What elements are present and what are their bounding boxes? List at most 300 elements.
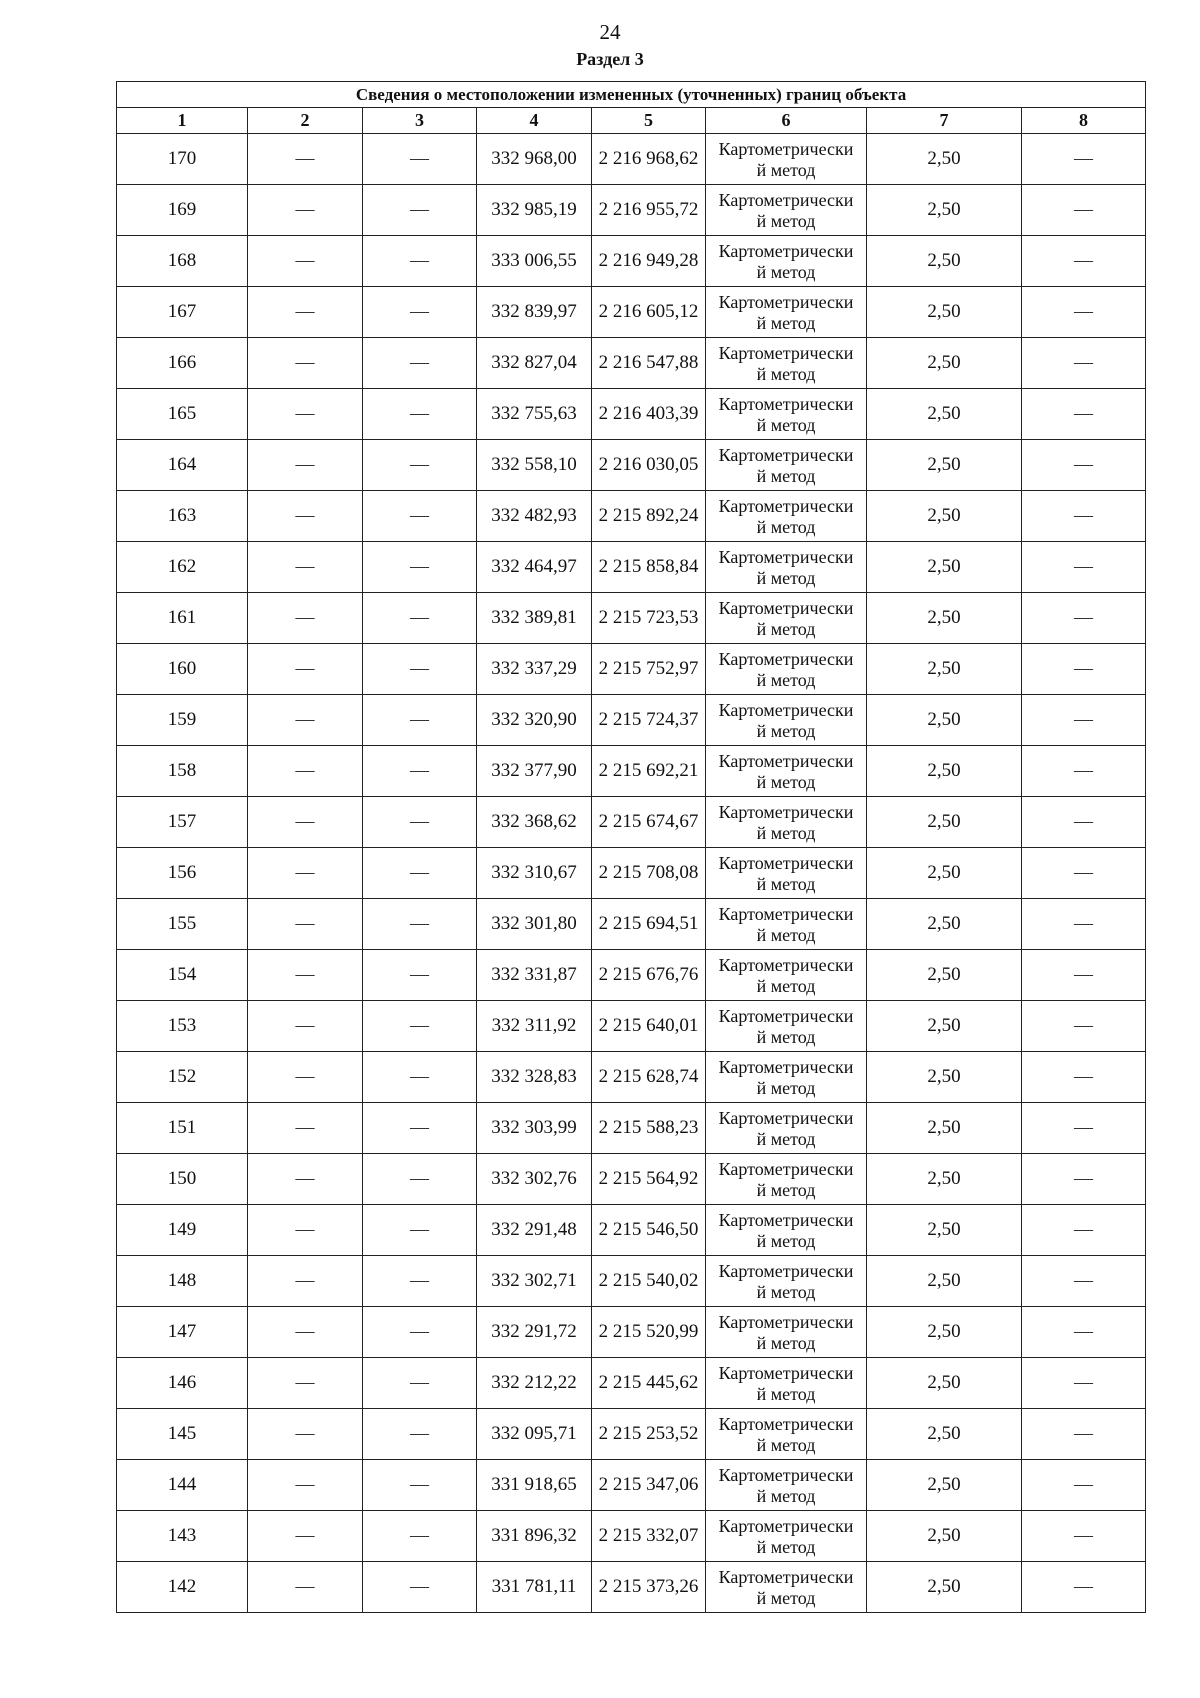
column-number: 8 (1022, 108, 1146, 134)
coord-x: 332 291,72 (477, 1307, 592, 1358)
section-title: Раздел 3 (576, 49, 644, 69)
point-number: 142 (117, 1562, 248, 1613)
method-text-line: й метод (756, 1077, 816, 1098)
method-cell (706, 389, 867, 440)
method-text-line: Картометрически (718, 342, 854, 363)
method-text-line: Картометрически (718, 597, 854, 618)
cell-col8: — (1022, 1562, 1146, 1613)
cell-col3: — (363, 1409, 477, 1460)
cell-col8: — (1022, 746, 1146, 797)
method-text-line: Картометрически (718, 801, 854, 822)
cell-col8: — (1022, 236, 1146, 287)
method-text-line: й метод (756, 312, 816, 333)
method-text-line: й метод (756, 771, 816, 792)
cell-col8: — (1022, 695, 1146, 746)
cell-col2: — (248, 1358, 363, 1409)
coord-x: 332 755,63 (477, 389, 592, 440)
cell-col8: — (1022, 950, 1146, 1001)
table-row (117, 185, 1146, 236)
point-number: 149 (117, 1205, 248, 1256)
method-text-line: й метод (756, 720, 816, 741)
method-cell (706, 542, 867, 593)
coord-y: 2 215 628,74 (592, 1052, 706, 1103)
cell-col2: — (248, 1511, 363, 1562)
table-row (117, 1460, 1146, 1511)
coord-y: 2 215 253,52 (592, 1409, 706, 1460)
point-number: 157 (117, 797, 248, 848)
accuracy: 2,50 (867, 1460, 1022, 1511)
cell-col3: — (363, 1154, 477, 1205)
coord-y: 2 215 373,26 (592, 1562, 706, 1613)
coord-x: 332 377,90 (477, 746, 592, 797)
method-text-line: Картометрически (718, 444, 854, 465)
coord-x: 331 781,11 (477, 1562, 592, 1613)
cell-col2: — (248, 1001, 363, 1052)
method-cell (706, 1460, 867, 1511)
cell-col2: — (248, 1307, 363, 1358)
accuracy: 2,50 (867, 899, 1022, 950)
cell-col2: — (248, 389, 363, 440)
cell-col2: — (248, 1460, 363, 1511)
coord-x: 332 302,76 (477, 1154, 592, 1205)
method-text-line: Картометрически (718, 1413, 854, 1434)
accuracy: 2,50 (867, 236, 1022, 287)
coord-x: 332 331,87 (477, 950, 592, 1001)
cell-col3: — (363, 440, 477, 491)
page-number: 24 (599, 20, 621, 44)
cell-col8: — (1022, 338, 1146, 389)
table-row (117, 1103, 1146, 1154)
accuracy: 2,50 (867, 1256, 1022, 1307)
method-text-line: й метод (756, 261, 816, 282)
point-number: 158 (117, 746, 248, 797)
point-number: 165 (117, 389, 248, 440)
cell-col3: — (363, 1205, 477, 1256)
table-row (117, 848, 1146, 899)
cell-col3: — (363, 1103, 477, 1154)
cell-col8: — (1022, 1409, 1146, 1460)
accuracy: 2,50 (867, 1205, 1022, 1256)
coord-y: 2 215 723,53 (592, 593, 706, 644)
method-cell (706, 644, 867, 695)
method-text-line: Картометрически (718, 852, 854, 873)
method-cell (706, 1205, 867, 1256)
cell-col3: — (363, 848, 477, 899)
method-text-line: й метод (756, 1179, 816, 1200)
method-text-line: Картометрически (718, 189, 854, 210)
method-text-line: й метод (756, 1434, 816, 1455)
coord-y: 2 215 752,97 (592, 644, 706, 695)
table-row (117, 389, 1146, 440)
method-text-line: й метод (756, 1587, 816, 1608)
column-number: 4 (477, 108, 592, 134)
point-number: 164 (117, 440, 248, 491)
method-text-line: Картометрически (718, 1515, 854, 1536)
cell-col3: — (363, 1511, 477, 1562)
table-row (117, 134, 1146, 185)
point-number: 163 (117, 491, 248, 542)
table-row (117, 644, 1146, 695)
table-row (117, 746, 1146, 797)
cell-col2: — (248, 1052, 363, 1103)
cell-col2: — (248, 491, 363, 542)
point-number: 151 (117, 1103, 248, 1154)
method-text-line: Картометрически (718, 1566, 854, 1587)
method-text-line: Картометрически (718, 1209, 854, 1230)
cell-col8: — (1022, 1460, 1146, 1511)
point-number: 159 (117, 695, 248, 746)
cell-col3: — (363, 236, 477, 287)
coord-x: 332 095,71 (477, 1409, 592, 1460)
method-cell (706, 134, 867, 185)
method-cell (706, 1256, 867, 1307)
cell-col8: — (1022, 1103, 1146, 1154)
accuracy: 2,50 (867, 1409, 1022, 1460)
method-cell (706, 695, 867, 746)
method-text-line: й метод (756, 1026, 816, 1047)
column-number: 7 (867, 108, 1022, 134)
method-cell (706, 899, 867, 950)
column-number: 2 (248, 108, 363, 134)
accuracy: 2,50 (867, 1001, 1022, 1052)
coord-x: 332 389,81 (477, 593, 592, 644)
accuracy: 2,50 (867, 1154, 1022, 1205)
cell-col3: — (363, 797, 477, 848)
cell-col3: — (363, 899, 477, 950)
coord-y: 2 215 694,51 (592, 899, 706, 950)
coord-x: 332 301,80 (477, 899, 592, 950)
method-text-line: Картометрически (718, 1005, 854, 1026)
cell-col8: — (1022, 593, 1146, 644)
method-text-line: й метод (756, 414, 816, 435)
cell-col2: — (248, 899, 363, 950)
accuracy: 2,50 (867, 491, 1022, 542)
table-row (117, 1205, 1146, 1256)
column-number: 3 (363, 108, 477, 134)
cell-col2: — (248, 1409, 363, 1460)
method-text-line: Картометрически (718, 1056, 854, 1077)
cell-col8: — (1022, 644, 1146, 695)
cell-col3: — (363, 746, 477, 797)
table-row (117, 1052, 1146, 1103)
cell-col2: — (248, 1562, 363, 1613)
coord-y: 2 215 858,84 (592, 542, 706, 593)
coord-y: 2 215 588,23 (592, 1103, 706, 1154)
method-cell (706, 1358, 867, 1409)
coord-x: 332 328,83 (477, 1052, 592, 1103)
method-text-line: й метод (756, 1128, 816, 1149)
method-cell (706, 440, 867, 491)
cell-col8: — (1022, 1307, 1146, 1358)
coord-y: 2 215 347,06 (592, 1460, 706, 1511)
method-text-line: й метод (756, 669, 816, 690)
column-number: 6 (706, 108, 867, 134)
cell-col2: — (248, 695, 363, 746)
cell-col2: — (248, 338, 363, 389)
cell-col3: — (363, 287, 477, 338)
accuracy: 2,50 (867, 746, 1022, 797)
method-cell (706, 338, 867, 389)
cell-col2: — (248, 236, 363, 287)
method-text-line: Картометрически (718, 1158, 854, 1179)
method-text-line: Картометрически (718, 393, 854, 414)
method-cell (706, 950, 867, 1001)
coord-x: 332 464,97 (477, 542, 592, 593)
method-text-line: й метод (756, 1332, 816, 1353)
point-number: 155 (117, 899, 248, 950)
method-text-line: Картометрически (718, 1107, 854, 1128)
coord-x: 332 558,10 (477, 440, 592, 491)
table-row (117, 1001, 1146, 1052)
coord-y: 2 215 520,99 (592, 1307, 706, 1358)
point-number: 162 (117, 542, 248, 593)
cell-col8: — (1022, 134, 1146, 185)
coord-y: 2 215 445,62 (592, 1358, 706, 1409)
table-row (117, 236, 1146, 287)
method-text-line: Картометрически (718, 138, 854, 159)
method-text-line: Картометрически (718, 903, 854, 924)
method-text-line: Картометрически (718, 954, 854, 975)
point-number: 161 (117, 593, 248, 644)
coord-y: 2 215 540,02 (592, 1256, 706, 1307)
point-number: 146 (117, 1358, 248, 1409)
cell-col8: — (1022, 185, 1146, 236)
table-row (117, 1154, 1146, 1205)
method-cell (706, 1511, 867, 1562)
cell-col8: — (1022, 491, 1146, 542)
accuracy: 2,50 (867, 134, 1022, 185)
point-number: 160 (117, 644, 248, 695)
method-cell (706, 593, 867, 644)
cell-col3: — (363, 1052, 477, 1103)
table-caption: Сведения о местоположении измененных (уточненных) границ объекта (117, 82, 1146, 108)
coord-x: 332 337,29 (477, 644, 592, 695)
point-number: 153 (117, 1001, 248, 1052)
coord-y: 2 215 676,76 (592, 950, 706, 1001)
point-number: 145 (117, 1409, 248, 1460)
cell-col3: — (363, 950, 477, 1001)
accuracy: 2,50 (867, 950, 1022, 1001)
coord-y: 2 216 968,62 (592, 134, 706, 185)
cell-col3: — (363, 542, 477, 593)
coord-x: 332 320,90 (477, 695, 592, 746)
coord-y: 2 215 674,67 (592, 797, 706, 848)
method-text-line: й метод (756, 618, 816, 639)
method-text-line: й метод (756, 1383, 816, 1404)
method-cell (706, 1052, 867, 1103)
table-row (117, 950, 1146, 1001)
cell-col8: — (1022, 440, 1146, 491)
method-text-line: й метод (756, 822, 816, 843)
cell-col3: — (363, 644, 477, 695)
cell-col3: — (363, 695, 477, 746)
coord-y: 2 215 332,07 (592, 1511, 706, 1562)
method-text-line: Картометрически (718, 1260, 854, 1281)
coord-x: 331 896,32 (477, 1511, 592, 1562)
point-number: 143 (117, 1511, 248, 1562)
method-cell (706, 746, 867, 797)
coord-x: 332 985,19 (477, 185, 592, 236)
method-text-line: Картометрически (718, 291, 854, 312)
cell-col8: — (1022, 542, 1146, 593)
point-number: 166 (117, 338, 248, 389)
method-text-line: Картометрически (718, 495, 854, 516)
coord-x: 332 311,92 (477, 1001, 592, 1052)
accuracy: 2,50 (867, 1307, 1022, 1358)
cell-col2: — (248, 1103, 363, 1154)
method-text-line: й метод (756, 516, 816, 537)
method-text-line: й метод (756, 567, 816, 588)
coord-x: 331 918,65 (477, 1460, 592, 1511)
accuracy: 2,50 (867, 338, 1022, 389)
point-number: 150 (117, 1154, 248, 1205)
point-number: 144 (117, 1460, 248, 1511)
method-text-line: Картометрически (718, 699, 854, 720)
method-text-line: Картометрически (718, 546, 854, 567)
point-number: 148 (117, 1256, 248, 1307)
cell-col2: — (248, 746, 363, 797)
accuracy: 2,50 (867, 797, 1022, 848)
point-number: 152 (117, 1052, 248, 1103)
accuracy: 2,50 (867, 644, 1022, 695)
method-cell (706, 1001, 867, 1052)
cell-col8: — (1022, 848, 1146, 899)
cell-col8: — (1022, 899, 1146, 950)
table-row (117, 440, 1146, 491)
coord-x: 332 310,67 (477, 848, 592, 899)
table-row (117, 593, 1146, 644)
cell-col2: — (248, 797, 363, 848)
point-number: 170 (117, 134, 248, 185)
method-text-line: й метод (756, 465, 816, 486)
cell-col2: — (248, 848, 363, 899)
table-row (117, 1358, 1146, 1409)
coord-x: 332 302,71 (477, 1256, 592, 1307)
method-cell (706, 1562, 867, 1613)
method-text-line: й метод (756, 363, 816, 384)
cell-col8: — (1022, 1511, 1146, 1562)
method-cell (706, 287, 867, 338)
accuracy: 2,50 (867, 1358, 1022, 1409)
method-cell (706, 236, 867, 287)
cell-col2: — (248, 134, 363, 185)
cell-col8: — (1022, 287, 1146, 338)
method-cell (706, 1409, 867, 1460)
table-row (117, 1256, 1146, 1307)
coord-x: 332 368,62 (477, 797, 592, 848)
method-cell (706, 491, 867, 542)
coord-y: 2 215 546,50 (592, 1205, 706, 1256)
cell-col2: — (248, 1154, 363, 1205)
method-cell (706, 1103, 867, 1154)
point-number: 156 (117, 848, 248, 899)
table-row (117, 338, 1146, 389)
coord-x: 332 482,93 (477, 491, 592, 542)
accuracy: 2,50 (867, 593, 1022, 644)
point-number: 167 (117, 287, 248, 338)
coord-x: 332 839,97 (477, 287, 592, 338)
column-number: 1 (117, 108, 248, 134)
cell-col3: — (363, 1562, 477, 1613)
accuracy: 2,50 (867, 287, 1022, 338)
cell-col2: — (248, 542, 363, 593)
accuracy: 2,50 (867, 1562, 1022, 1613)
table-row (117, 1511, 1146, 1562)
accuracy: 2,50 (867, 1052, 1022, 1103)
column-number: 5 (592, 108, 706, 134)
cell-col3: — (363, 1256, 477, 1307)
accuracy: 2,50 (867, 695, 1022, 746)
coord-y: 2 216 949,28 (592, 236, 706, 287)
method-cell (706, 848, 867, 899)
cell-col8: — (1022, 1256, 1146, 1307)
cell-col3: — (363, 1001, 477, 1052)
cell-col3: — (363, 593, 477, 644)
cell-col2: — (248, 1205, 363, 1256)
table-body (117, 134, 1146, 1613)
coord-x: 332 291,48 (477, 1205, 592, 1256)
method-text-line: й метод (756, 1485, 816, 1506)
method-cell (706, 185, 867, 236)
coord-y: 2 215 640,01 (592, 1001, 706, 1052)
cell-col2: — (248, 1256, 363, 1307)
cell-col3: — (363, 1358, 477, 1409)
cell-col2: — (248, 185, 363, 236)
method-text-line: й метод (756, 1536, 816, 1557)
cell-col3: — (363, 1307, 477, 1358)
accuracy: 2,50 (867, 1103, 1022, 1154)
cell-col3: — (363, 389, 477, 440)
point-number: 168 (117, 236, 248, 287)
accuracy: 2,50 (867, 1511, 1022, 1562)
method-text-line: Картометрически (718, 750, 854, 771)
table-row (117, 542, 1146, 593)
coord-y: 2 216 547,88 (592, 338, 706, 389)
accuracy: 2,50 (867, 542, 1022, 593)
method-text-line: й метод (756, 873, 816, 894)
method-text-line: Картометрически (718, 1311, 854, 1332)
table-row (117, 899, 1146, 950)
accuracy: 2,50 (867, 440, 1022, 491)
method-text-line: й метод (756, 159, 816, 180)
cell-col2: — (248, 440, 363, 491)
cell-col8: — (1022, 1358, 1146, 1409)
method-text-line: й метод (756, 924, 816, 945)
cell-col2: — (248, 593, 363, 644)
cell-col3: — (363, 491, 477, 542)
accuracy: 2,50 (867, 848, 1022, 899)
table-row (117, 1409, 1146, 1460)
method-text-line: Картометрически (718, 648, 854, 669)
table-row (117, 491, 1146, 542)
coord-y: 2 215 724,37 (592, 695, 706, 746)
cell-col8: — (1022, 1205, 1146, 1256)
cell-col2: — (248, 950, 363, 1001)
method-cell (706, 1307, 867, 1358)
cell-col8: — (1022, 797, 1146, 848)
cell-col3: — (363, 185, 477, 236)
method-text-line: й метод (756, 1281, 816, 1302)
accuracy: 2,50 (867, 185, 1022, 236)
cell-col8: — (1022, 1001, 1146, 1052)
method-text-line: Картометрически (718, 240, 854, 261)
cell-col3: — (363, 134, 477, 185)
coord-x: 332 827,04 (477, 338, 592, 389)
coord-x: 332 303,99 (477, 1103, 592, 1154)
coord-y: 2 216 605,12 (592, 287, 706, 338)
coord-y: 2 216 955,72 (592, 185, 706, 236)
table-row (117, 1307, 1146, 1358)
